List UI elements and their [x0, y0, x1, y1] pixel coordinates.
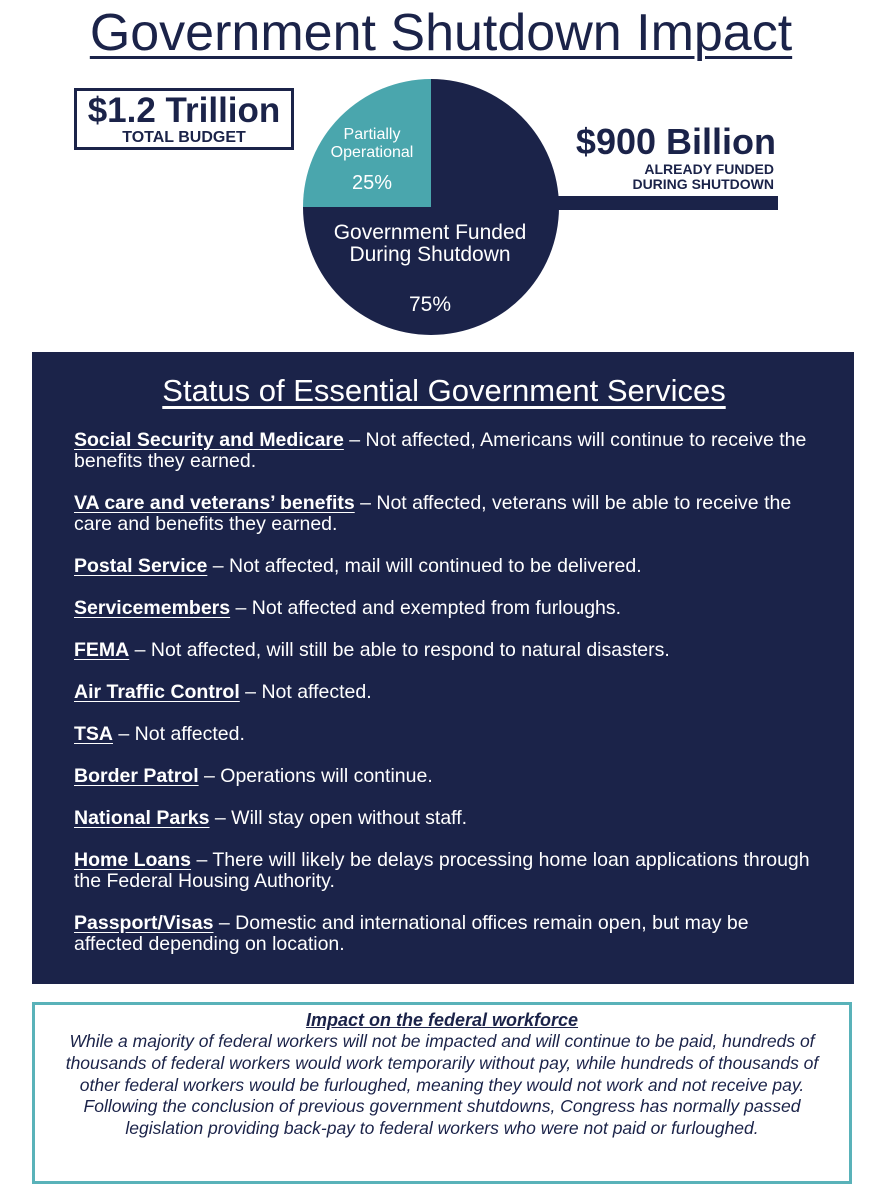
- service-desc: – There will likely be delays processing home loan applications through the Federal Housing Authority.: [74, 849, 810, 892]
- service-name: Postal Service: [74, 555, 208, 577]
- workforce-title: Impact on the federal workforce: [305, 1010, 579, 1030]
- service-desc: – Domestic and international offices remain open, but may be affected depending on location.: [74, 912, 749, 955]
- page-title: Government Shutdown Impact: [89, 4, 793, 62]
- service-desc: – Not affected, Americans will continue to receive the benefits they earned.: [74, 429, 807, 472]
- pie-label-funded: Government Funded During Shutdown: [333, 221, 527, 266]
- service-name: Social Security and Medicare: [74, 429, 344, 451]
- services-title: Status of Essential Government Services: [162, 373, 726, 408]
- service-name: TSA: [74, 723, 113, 745]
- service-item: [74, 640, 814, 661]
- service-item: [74, 766, 814, 787]
- service-desc: – Not affected, mail will continued to be delivered.: [207, 555, 642, 577]
- total-budget-label: TOTAL BUDGET: [122, 129, 246, 146]
- service-item: [74, 850, 814, 892]
- service-desc: – Not affected, veterans will be able to receive the care and benefits they earned.: [74, 492, 792, 535]
- funded-label-line2: DURING SHUTDOWN: [632, 176, 774, 192]
- service-item: [74, 724, 814, 745]
- funded-bar: [556, 196, 778, 210]
- service-name: VA care and veterans’ benefits: [74, 492, 355, 514]
- service-item: [74, 493, 814, 535]
- service-item: [74, 430, 814, 472]
- service-name: Passport/Visas: [74, 912, 214, 934]
- service-item: [74, 682, 814, 703]
- workforce-body: While a majority of federal workers will not be impacted and will continue to be paid, hundreds of thousands of federal workers would work temporarily without pay, while hundreds of thousands of other federal workers would be furloughed, meaning they would not work and not receive pay. Following the conclusion of previous government shutdowns, Congress has normally passed legislation providing back-pay to federal workers who were not paid or furloughed.: [65, 1031, 819, 1139]
- total-budget-amount: $1.2 Trillion: [87, 91, 281, 130]
- funded-label-line1: ALREADY FUNDED: [644, 161, 774, 177]
- funded-label: [556, 162, 774, 192]
- service-name: FEMA: [74, 639, 130, 661]
- service-name: Border Patrol: [74, 765, 199, 787]
- service-desc: – Not affected.: [239, 681, 372, 703]
- service-name: Servicemembers: [74, 597, 231, 619]
- total-budget-box: [74, 88, 294, 150]
- service-item: [74, 556, 814, 577]
- pie-percent-partial: 25%: [351, 172, 393, 194]
- workforce-box: [32, 1002, 852, 1184]
- service-item: [74, 598, 814, 619]
- service-name: National Parks: [74, 807, 210, 829]
- service-desc: – Will stay open without staff.: [209, 807, 468, 829]
- service-name: Air Traffic Control: [74, 681, 240, 703]
- service-desc: – Not affected.: [113, 723, 245, 745]
- funded-amount: $900 Billion: [575, 121, 776, 162]
- services-panel: [32, 352, 854, 984]
- service-item: [74, 808, 814, 829]
- pie-percent-funded: 75%: [408, 293, 452, 316]
- service-name: Home Loans: [74, 849, 192, 871]
- service-desc: – Not affected, will still be able to respond to natural disasters.: [129, 639, 670, 661]
- pie-label-partial: Partially Operational: [330, 126, 414, 161]
- service-desc: – Operations will continue.: [198, 765, 433, 787]
- service-item: [74, 913, 814, 955]
- services-list: [74, 430, 814, 955]
- service-desc: – Not affected and exempted from furloughs.: [230, 597, 622, 619]
